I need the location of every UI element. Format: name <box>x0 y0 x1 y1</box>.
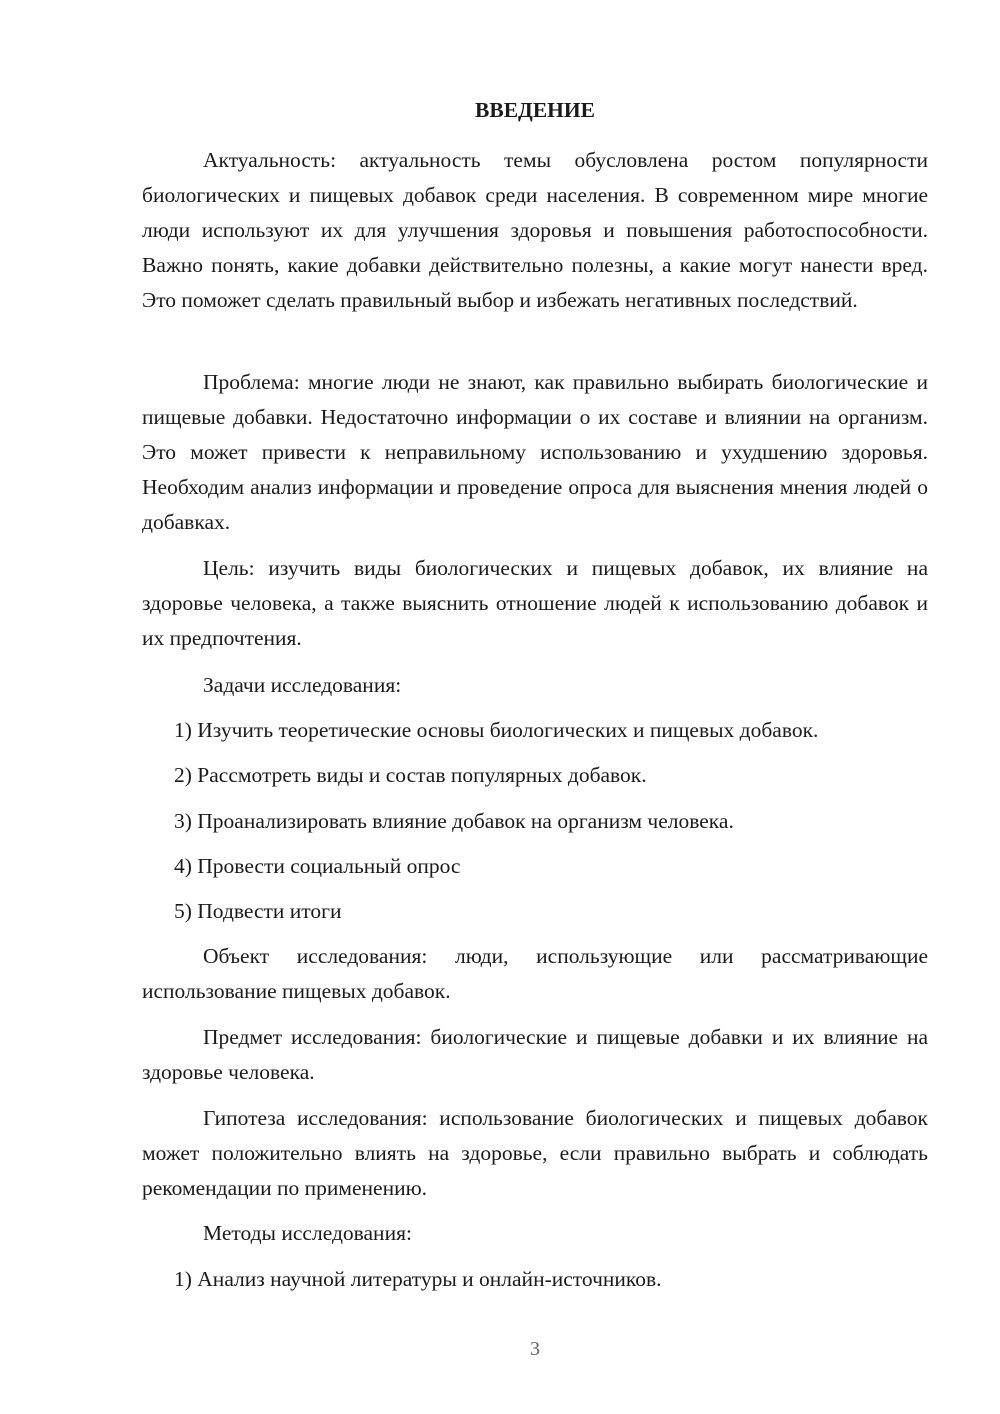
object-text: Объект исследования: люди, использующие или рассматривающие использование пищевых добавок. <box>142 944 928 1003</box>
problem-paragraph <box>142 365 928 540</box>
task-item: 1) Изучить теоретические основы биологических и пищевых добавок. <box>174 718 819 742</box>
goal-paragraph <box>142 551 928 656</box>
task-item: 2) Рассмотреть виды и состав популярных добавок. <box>174 763 647 787</box>
problem-text: Проблема: многие люди не знают, как правильно выбирать биологические и пищевые добавки. Недостаточно информации о их составе и влиянии на организм. Это может привести к неправильному использованию и ухудшению здоровья. Необходим анализ информации и проведение опроса для выяснения мнения людей о добавках. <box>142 370 928 534</box>
relevance-paragraph <box>142 143 928 318</box>
relevance-text: Актуальность: актуальность темы обусловлена ростом популярности биологических и пищевых добавок среди населения. В современном мире многие люди используют их для улучшения здоровья и повышения работоспособности. Важно понять, какие добавки действительно полезны, а какие могут нанести вред. Это поможет сделать правильный выбор и избежать негативных последствий. <box>142 148 928 312</box>
tasks-label: Задачи исследования: <box>203 673 402 697</box>
subject-text: Предмет исследования: биологические и пищевые добавки и их влияние на здоровье человека. <box>142 1025 928 1084</box>
object-paragraph <box>142 939 928 1009</box>
task-item: 3) Проанализировать влияние добавок на организм человека. <box>174 809 734 833</box>
task-item: 4) Провести социальный опрос <box>174 854 461 878</box>
hypothesis-text: Гипотеза исследования: использование биологических и пищевых добавок может положительно влиять на здоровье, если правильно выбрать и соблюдать рекомендации по применению. <box>142 1106 928 1200</box>
method-item: 1) Анализ научной литературы и онлайн-источников. <box>174 1267 662 1291</box>
hypothesis-paragraph <box>142 1101 928 1206</box>
subject-paragraph <box>142 1020 928 1090</box>
methods-label: Методы исследования: <box>203 1221 412 1245</box>
section-heading: ВВЕДЕНИЕ <box>475 98 595 122</box>
task-item: 5) Подвести итоги <box>174 899 342 923</box>
page-number: 3 <box>530 1338 540 1360</box>
goal-text: Цель: изучить виды биологических и пищевых добавок, их влияние на здоровье человека, а также выяснить отношение людей к использованию добавок и их предпочтения. <box>142 556 928 650</box>
